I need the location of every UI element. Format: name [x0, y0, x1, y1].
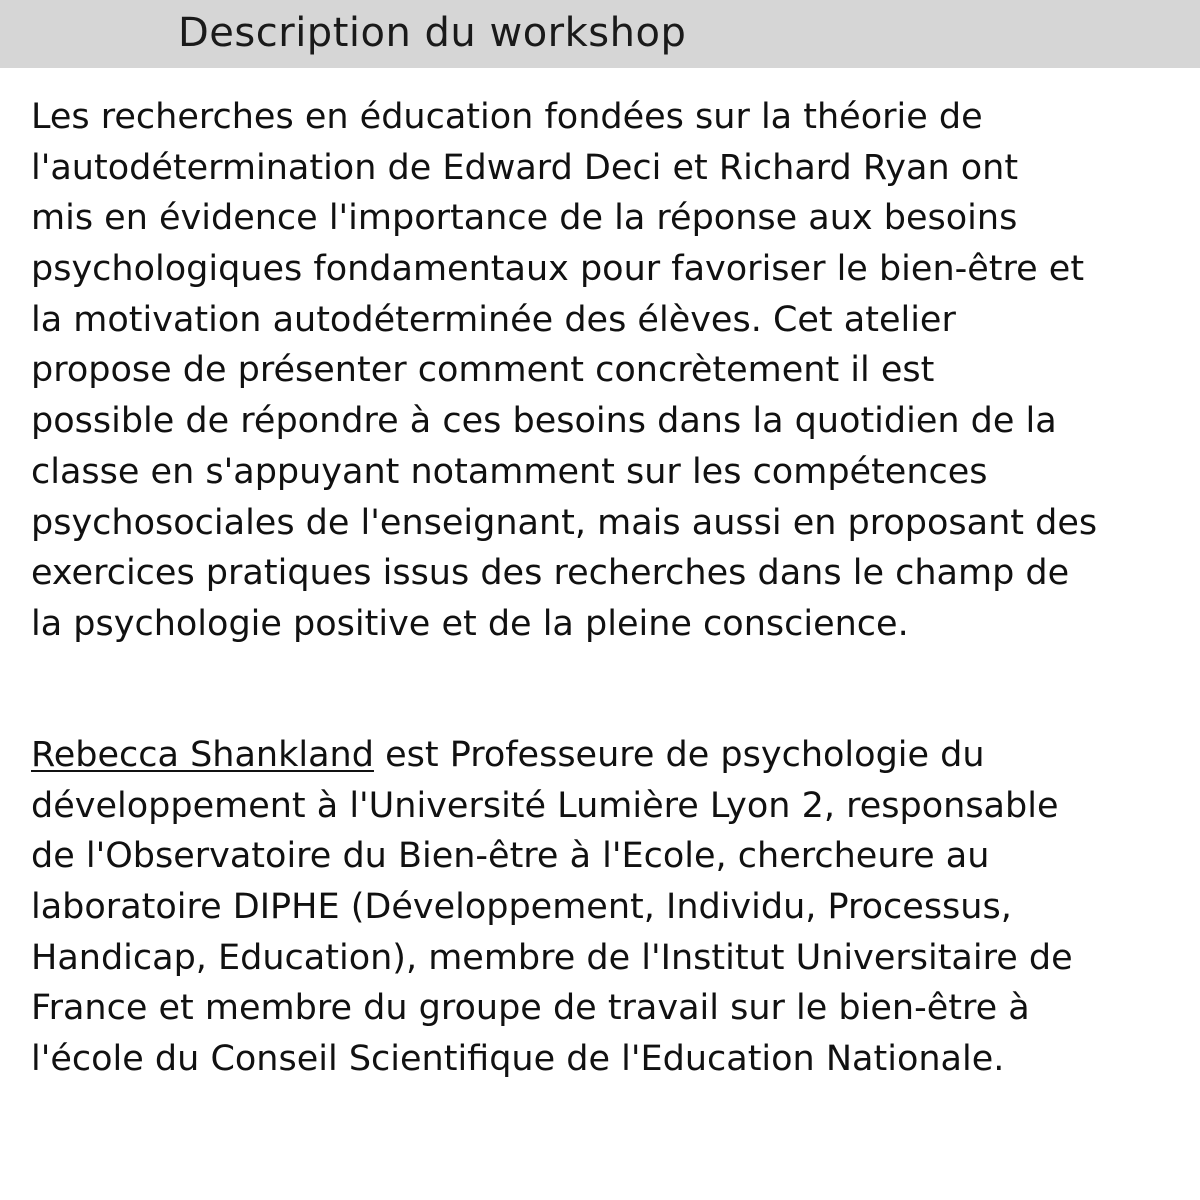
description-line: Les recherches en éducation fondées sur la théorie de — [31, 97, 983, 137]
description-line: mis en évidence l'importance de la réponse aux besoins — [31, 198, 1018, 239]
description-line: l'autodétermination de Edward Deci et Richard Ryan ont — [31, 147, 1019, 188]
bio-first-line — [31, 730, 1181, 781]
bio-line: Handicap, Education), membre de l'Institut Universitaire de — [31, 937, 1073, 978]
description-line: la motivation autodéterminée des élèves. Cet atelier — [31, 299, 956, 340]
header-bar — [0, 0, 1200, 68]
bio-line: France et membre du groupe de travail sur le bien-être à — [31, 988, 1030, 1029]
bio-line: laboratoire DIPHE (Développement, Individu, Processus, — [31, 887, 1012, 928]
description-line: classe en s'appuyant notamment sur les compétences — [31, 451, 988, 492]
description-line: propose de présenter comment concrètement il est — [31, 350, 935, 391]
description-line: exercices pratiques issus des recherches dans le champ de — [31, 553, 1070, 594]
bio-line: l'école du Conseil Scientifique de l'Education Nationale. — [31, 1039, 1005, 1080]
bio-first-line-text: est Professeure de psychologie du — [373, 735, 985, 775]
speaker-bio — [31, 730, 1181, 1085]
bio-line: développement à l'Université Lumière Lyon 2, responsable — [31, 785, 1059, 826]
description-line: psychosociales de l'enseignant, mais aussi en proposant des — [31, 502, 1098, 543]
description-line: la psychologie positive et de la pleine conscience. — [31, 603, 909, 644]
bio-line: de l'Observatoire du Bien-être à l'Ecole, chercheure au — [31, 836, 990, 877]
page-title: Description du workshop — [178, 10, 687, 56]
description-line: psychologiques fondamentaux pour favoriser le bien-être et — [31, 249, 1085, 290]
description-line: possible de répondre à ces besoins dans la quotidien de la — [31, 401, 1057, 442]
speaker-name-link[interactable]: Rebecca Shankland — [31, 735, 374, 775]
workshop-description — [31, 92, 1181, 650]
